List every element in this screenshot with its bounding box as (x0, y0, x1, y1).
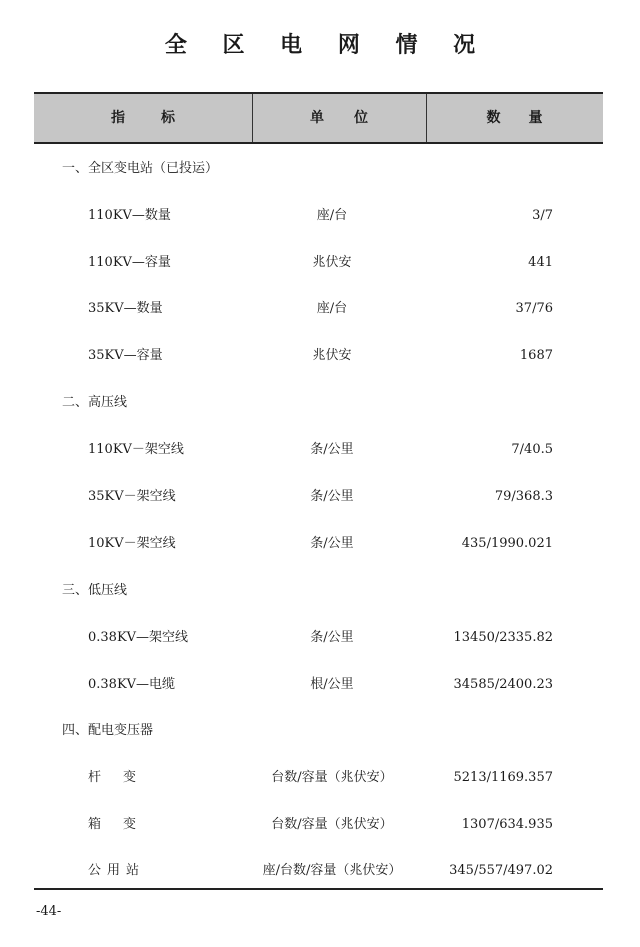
header-indicator: 指标 (111, 110, 211, 126)
row-indicator: 0.38KV—电缆 (88, 677, 176, 692)
row-value: 13450/2335.82 (453, 630, 553, 645)
row-unit: 兆伏安 (312, 255, 352, 270)
table-row (0, 860, 640, 882)
table-row (0, 345, 640, 367)
section-label: 一、全区变电站（已投运） (62, 161, 219, 176)
row-value: 1307/634.935 (461, 817, 553, 832)
row-value: 7/40.5 (511, 442, 553, 457)
row-unit: 座/台 (316, 208, 348, 223)
row-unit: 座/台 (316, 301, 348, 316)
row-indicator: 35KV—数量 (88, 301, 163, 316)
section-label: 四、配电变压器 (62, 723, 154, 738)
row-unit: 条/公里 (310, 536, 354, 551)
table-row (0, 252, 640, 274)
section-heading (0, 580, 640, 602)
row-unit: 台数/容量（兆伏安） (271, 817, 393, 832)
row-unit: 条/公里 (310, 489, 354, 504)
row-indicator: 110KV—容量 (88, 255, 171, 270)
section-label: 二、高压线 (62, 395, 128, 410)
bottom-rule (34, 888, 603, 890)
row-indicator: 110KV—数量 (88, 208, 171, 223)
row-unit: 兆伏安 (312, 348, 352, 363)
row-indicator: 35KV－架空线 (88, 489, 176, 504)
row-value: 34585/2400.23 (453, 677, 553, 692)
row-indicator: 10KV－架空线 (88, 536, 176, 551)
section-heading (0, 392, 640, 414)
row-unit: 座/台数/容量（兆伏安） (262, 863, 402, 878)
table-row (0, 674, 640, 696)
table-row (0, 814, 640, 836)
row-unit: 条/公里 (310, 442, 354, 457)
row-unit: 台数/容量（兆伏安） (271, 770, 393, 785)
table-header (34, 92, 603, 144)
page-number: -44- (36, 904, 62, 919)
page-title: 全 区 电 网 情 况 (164, 32, 490, 58)
row-value: 441 (528, 255, 553, 270)
row-value: 435/1990.021 (461, 536, 553, 551)
row-value: 1687 (519, 348, 553, 363)
row-indicator: 35KV—容量 (88, 348, 163, 363)
row-value: 3/7 (532, 208, 553, 223)
section-label: 三、低压线 (62, 583, 128, 598)
table-row (0, 767, 640, 789)
header-unit: 单位 (310, 110, 398, 126)
row-value: 37/76 (515, 301, 553, 316)
section-heading (0, 158, 640, 180)
row-indicator: 箱变 (88, 817, 159, 832)
section-heading (0, 720, 640, 742)
row-unit: 根/公里 (310, 677, 354, 692)
row-value: 79/368.3 (494, 489, 553, 504)
table-row (0, 205, 640, 227)
row-unit: 条/公里 (310, 630, 354, 645)
row-indicator: 110KV－架空线 (88, 442, 184, 457)
table-row (0, 533, 640, 555)
table-row (0, 298, 640, 320)
row-value: 5213/1169.357 (453, 770, 553, 785)
header-quantity: 数量 (486, 110, 571, 126)
row-indicator: 杆变 (88, 770, 159, 785)
row-value: 345/557/497.02 (449, 863, 553, 878)
row-indicator: 0.38KV—架空线 (88, 630, 189, 645)
table-row (0, 627, 640, 649)
table-row (0, 439, 640, 461)
row-indicator: 公用站 (88, 863, 146, 878)
table-row (0, 486, 640, 508)
